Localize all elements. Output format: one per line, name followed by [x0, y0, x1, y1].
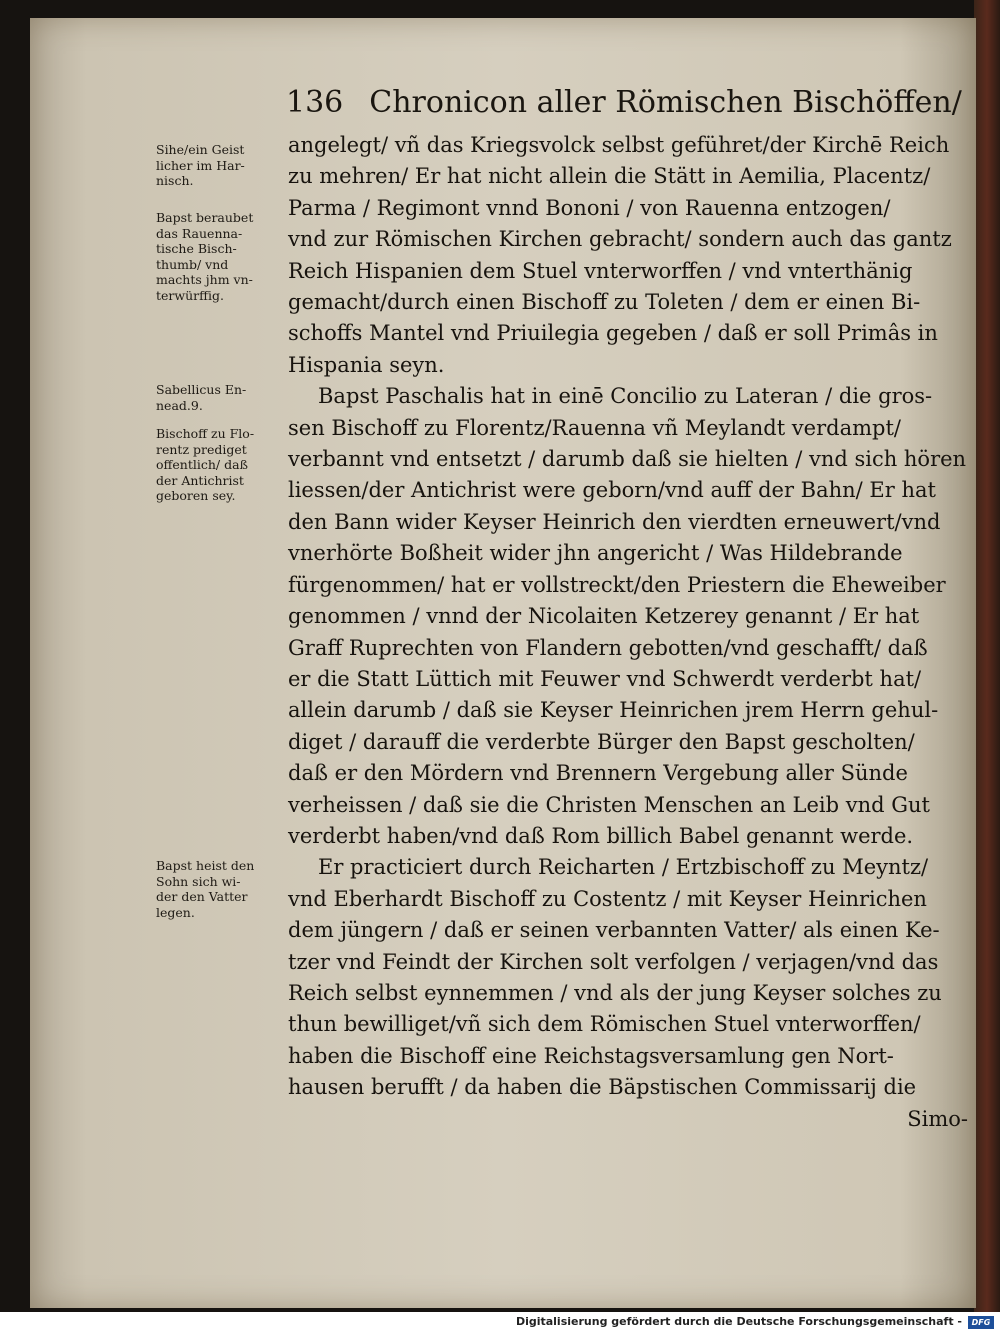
text-line: tzer vnd Feindt der Kirchen solt verfolgen / verjagen/vnd das: [288, 949, 939, 974]
text-line: Bapst Paschalis hat in einē Concilio zu Lateran / die gros-: [318, 384, 933, 409]
margin-note-line: Sohn sich wi-: [156, 873, 241, 889]
text-line: thun bewilliget/vñ sich dem Römischen Stuel vnterworffen/: [288, 1012, 921, 1037]
margin-note-line: Bischoff zu Flo-: [156, 426, 255, 441]
text-line: genommen / vnnd der Nicolaiten Ketzerey genannt / Er hat: [288, 604, 920, 629]
text-line: hausen berufft / da haben die Bäpstischen Commissarij die: [288, 1075, 917, 1100]
margin-note-line: nisch.: [156, 173, 194, 189]
margin-note-line: licher im Har-: [156, 157, 245, 173]
text-line: sen Bischoff zu Florentz/Rauenna vñ Meylandt verdampt/: [288, 415, 901, 440]
text-line: dem jüngern / daß er seinen verbannten Vatter/ als einen Ke-: [288, 918, 940, 943]
funding-notice: Digitalisierung gefördert durch die Deutsche Forschungsgemeinschaft -: [515, 1315, 962, 1328]
text-line: haben die Bischoff eine Reichstagsversamlung gen Nort-: [288, 1043, 894, 1068]
text-line: angelegt/ vñ das Kriegsvolck selbst geführet/der Kirchē Reich: [288, 133, 950, 157]
margin-note-line: nead.9.: [156, 397, 203, 413]
dfg-logo: DFG: [968, 1316, 994, 1329]
margin-note-line: tische Bisch-: [156, 241, 237, 257]
text-line: vnd Eberhardt Bischoff zu Costentz / mit Keyser Heinrichen: [288, 886, 927, 911]
margin-note: [156, 858, 294, 920]
running-title: Chronicon aller Römischen Bischöffen/: [369, 85, 962, 120]
text-line: vnerhörte Boßheit wider jhn angericht / Was Hildebrande: [288, 541, 903, 566]
footer-bar: [0, 1312, 1000, 1334]
text-line: vnd zur Römischen Kirchen gebracht/ sondern auch das gantz: [288, 227, 952, 252]
margin-note-line: legen.: [156, 904, 195, 920]
margin-note: [156, 426, 294, 504]
text-line: daß er den Mördern vnd Brennern Vergebung aller Sünde: [288, 761, 908, 786]
margin-note: [156, 210, 294, 304]
text-line: gemacht/durch einen Bischoff zu Toleten / dem er einen Bi-: [288, 290, 921, 315]
margin-note-line: offentlich/ daß: [156, 457, 248, 473]
text-line: fürgenommen/ hat er vollstreckt/den Priestern die Eheweiber: [288, 572, 946, 597]
text-line: verheissen / daß sie die Christen Menschen an Leib vnd Gut: [288, 792, 930, 817]
margin-note: [156, 142, 294, 189]
margin-note-line: Bapst heist den: [156, 858, 255, 873]
margin-note-line: Sabellicus En-: [156, 382, 247, 397]
margin-note-line: terwürffig.: [156, 287, 224, 303]
text-line: schoffs Mantel vnd Priuilegia gegeben / daß er soll Primâs in: [288, 321, 938, 346]
margin-note-line: thumb/ vnd: [156, 256, 229, 272]
text-line: Hispania seyn.: [288, 352, 445, 377]
margin-note-line: rentz prediget: [156, 441, 247, 457]
text-line: verderbt haben/vnd daß Rom billich Babel genannt werde.: [288, 823, 914, 848]
margin-note-line: Bapst beraubet: [156, 210, 254, 225]
page-number: 136: [286, 85, 344, 120]
text-line: Parma / Regimont vnnd Bononi / von Rauenna entzogen/: [288, 195, 891, 220]
text-line: Graff Ruprechten von Flandern gebotten/vnd geschafft/ daß: [288, 635, 928, 660]
text-line: Er practiciert durch Reicharten / Ertzbischoff zu Meyntz/: [318, 855, 929, 880]
margin-note-line: das Rauenna-: [156, 225, 243, 241]
margin-note-line: der Antichrist: [156, 472, 244, 488]
catchword: Simo-: [907, 1106, 968, 1131]
margin-note-line: geboren sey.: [156, 488, 236, 504]
text-line: liessen/der Antichrist were geborn/vnd auff der Bahn/ Er hat: [288, 478, 936, 503]
margin-note-line: Sihe/ein Geist: [156, 142, 245, 157]
margin-note: [156, 382, 294, 413]
text-line: Reich selbst eynnemmen / vnd als der jung Keyser solches zu: [288, 980, 942, 1005]
text-line: zu mehren/ Er hat nicht allein die Stätt in Aemilia, Placentz/: [288, 164, 931, 189]
text-line: er die Statt Lüttich mit Feuwer vnd Schwerdt verderbt hat/: [288, 666, 922, 691]
margin-note-line: machts jhm vn-: [156, 272, 253, 288]
margin-note-line: der den Vatter: [156, 889, 248, 905]
text-line: diget / darauff die verderbte Bürger den Bapst gescholten/: [288, 729, 915, 754]
book-cover-edge: [974, 0, 1000, 1312]
text-line: den Bann wider Keyser Heinrich den vierdten erneuwert/vnd: [288, 509, 941, 534]
text-line: Reich Hispanien dem Stuel vnterworffen / vnd vnterthänig: [288, 258, 913, 283]
text-line: verbannt vnd entsetzt / darumb daß sie hielten / vnd sich hören: [288, 447, 967, 472]
text-line: allein darumb / daß sie Keyser Heinrichen jrem Herrn gehul-: [288, 698, 939, 723]
running-header: [286, 78, 976, 128]
body-text: [288, 130, 968, 1135]
